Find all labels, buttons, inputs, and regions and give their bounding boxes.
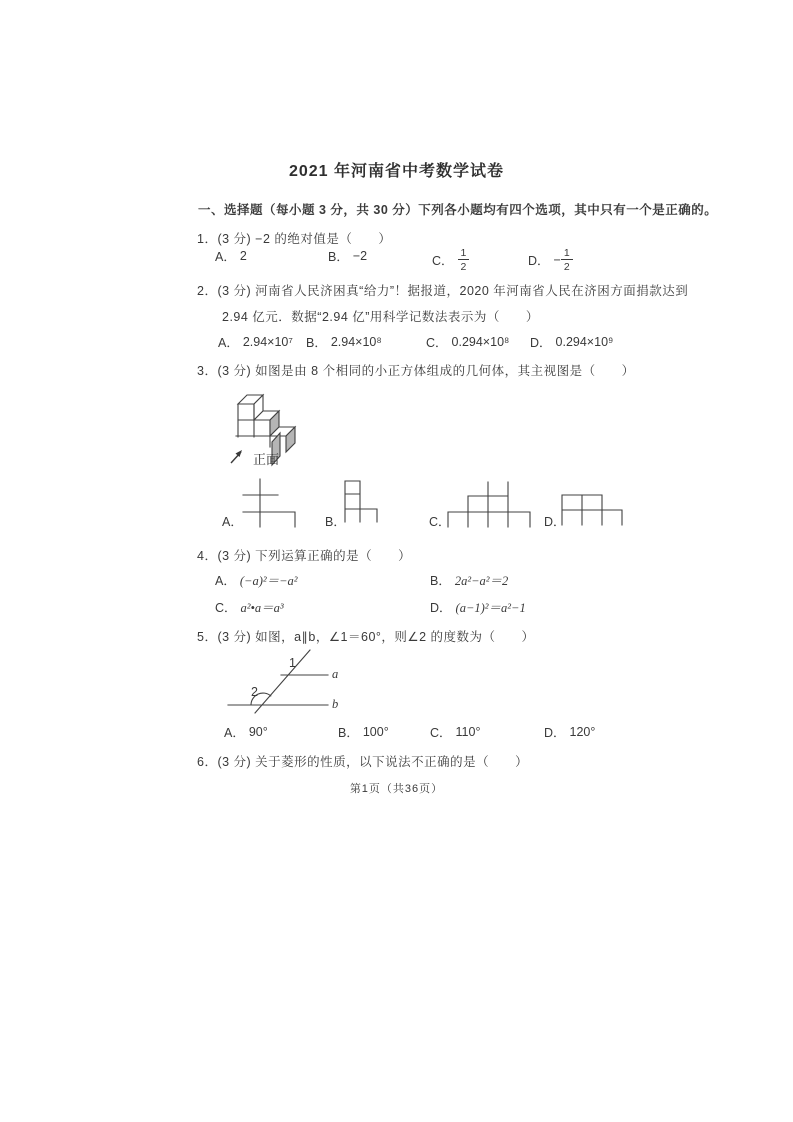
section-heading: 一、选择题（每小题 3 分，共 30 分）下列各小题均有四个选项，其中只有一个是正确的。: [198, 203, 718, 217]
question-5-stem: 5．(3 分) 如图，a∥b，∠1＝60°，则∠2 的度数为（ ）: [197, 630, 535, 644]
question-6-stem: 6．(3 分) 关于菱形的性质，以下说法不正确的是（ ）: [197, 755, 529, 769]
question-2-stem-line1: 2．(3 分) 河南省人民济困真“给力”！据报道，2020 年河南省人民在济困方面捐款达到: [197, 284, 689, 298]
q5-option-a: A． 90°: [224, 725, 268, 740]
view-option-c-figure: [446, 479, 534, 529]
q3-option-c-label: C．: [429, 515, 451, 529]
question-2-stem-line2: 2.94 亿元．数据“2.94 亿”用科学记数法表示为（ ）: [222, 310, 539, 324]
question-4-stem: 4．(3 分) 下列运算正确的是（ ）: [197, 549, 412, 563]
front-direction-arrow-icon: [228, 447, 248, 465]
q2-option-d: D． 0.294×10⁹: [530, 335, 614, 350]
fraction-negative-one-half: $\frac{1}{2}$: [561, 247, 573, 273]
q3-option-b-label: B．: [325, 515, 346, 529]
question-1-stem: 1．(3 分) −2 的绝对值是（ ）: [197, 232, 392, 246]
view-option-a-figure: [240, 477, 300, 529]
q3-option-a-label: A．: [222, 515, 243, 529]
line-a-label: a: [332, 667, 339, 681]
view-option-d-figure: [560, 477, 648, 529]
angle-2-label: 2: [251, 685, 258, 699]
q5-option-c: C． 110°: [430, 725, 481, 740]
question-3-stem: 3．(3 分) 如图是由 8 个相同的小正方体组成的几何体，其主视图是（ ）: [197, 364, 635, 378]
front-label: 正面: [253, 452, 280, 467]
q4-option-a: A． (−a)²＝−a²: [215, 574, 298, 588]
q5-option-b: B． 100°: [338, 725, 389, 740]
view-option-b-figure: [343, 477, 383, 527]
q1-option-d: D． − $\frac{1}{2}$: [528, 247, 573, 273]
page-footer: 第1页（共36页）: [349, 783, 444, 795]
q5-option-d: D． 120°: [544, 725, 596, 740]
q2-option-b: B． 2.94×10⁸: [306, 335, 382, 350]
q4-option-d: D． (a−1)²＝a²−1: [430, 601, 526, 615]
q4-option-c: C． a²•a＝a³: [215, 601, 284, 615]
q1-option-a: A． 2: [215, 249, 247, 264]
q1-option-b: B． −2: [328, 249, 368, 264]
q2-option-a: A． 2.94×10⁷: [218, 335, 293, 350]
q2-option-c: C． 0.294×10⁸: [426, 335, 510, 350]
q1-option-c: C． $\frac{1}{2}$: [432, 247, 469, 273]
page-title: 2021 年河南省中考数学试卷: [288, 163, 505, 180]
fraction-one-half: $\frac{1}{2}$: [458, 247, 470, 273]
q3-option-d-label: D．: [544, 515, 566, 529]
line-b-label: b: [332, 697, 339, 711]
angle-1-label: 1: [289, 656, 296, 670]
q4-option-b: B． 2a²−a²＝2: [430, 574, 509, 588]
parallel-lines-figure: [225, 642, 347, 722]
